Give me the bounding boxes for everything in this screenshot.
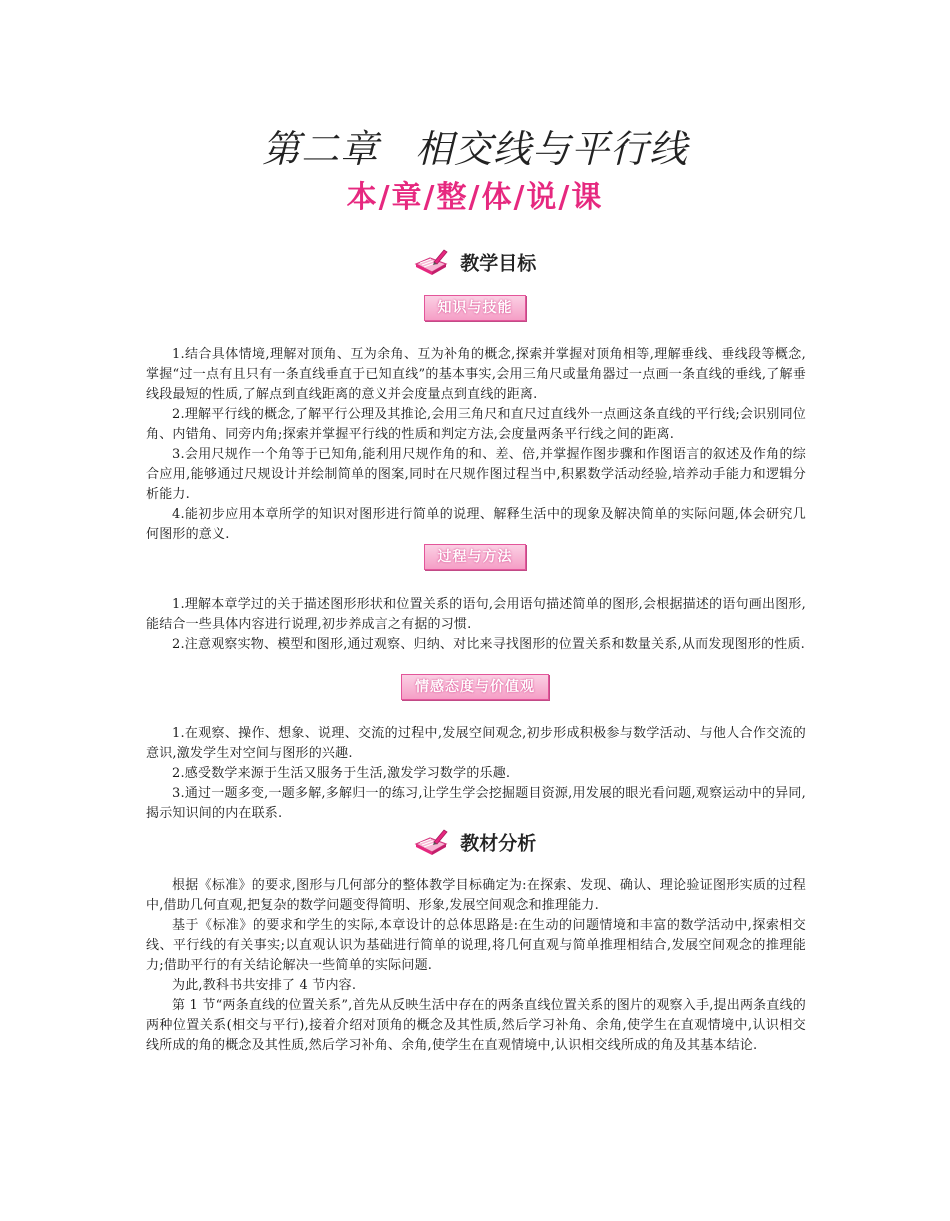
paragraph: 为此,教科书共安排了 4 节内容. — [172, 978, 357, 993]
paragraph: 1.结合具体情境,理解对顶角、互为余角、互为补角的概念,探索并掌握对顶角相等,理解垂线、垂线段等概念,掌握“过一点有且只有一条直线垂直于已知直线”的基本事实,会用三角尺或量角器过一点画一条直线的垂线,了解垂线段最短的性质,了解点到直线距离的意义并会度量点到直线的距离. — [146, 347, 806, 402]
teaching-goals-heading — [0, 248, 950, 276]
chapter-name: 相交线与平行线 — [415, 127, 689, 171]
paragraph: 根据《标准》的要求,图形与几何部分的整体教学目标确定为:在探索、发现、确认、理论验证图形实质的过程中,借助几何直观,把复杂的数学问题变得简明、形象,发展空间观念和推理能力. — [146, 878, 806, 913]
subsection-label-attitude-values: 情感态度与价值观 — [401, 674, 549, 700]
process-methods-paragraphs — [146, 595, 806, 655]
paragraph: 1.在观察、操作、想象、说理、交流的过程中,发展空间观念,初步形成积极参与数学活动、与他人合作交流的意识,激发学生对空间与图形的兴趣. — [146, 726, 806, 761]
material-analysis-heading — [0, 828, 950, 856]
book-pen-icon — [414, 248, 448, 276]
paragraph: 第 1 节“两条直线的位置关系”,首先从反映生活中存在的两条直线位置关系的图片的观察入手,提出两条直线的两种位置关系(相交与平行),接着介绍对顶角的概念及其性质,然后学习补角、余角,使学生在直观情境中,认识相交线所成的角的概念及其性质,然后学习补角、余角,使学生在直观情境中,认识相交线所成的角及其基本结论. — [146, 998, 806, 1053]
material-analysis-title: 教材分析 — [460, 832, 537, 855]
chapter-title — [0, 118, 950, 173]
teaching-goals-title: 教学目标 — [460, 252, 537, 275]
paragraph: 2.注意观察实物、模型和图形,通过观察、归纳、对比来寻找图形的位置关系和数量关系,从而发现图形的性质. — [172, 637, 806, 652]
knowledge-skills-paragraphs — [146, 345, 806, 545]
paragraph: 基于《标准》的要求和学生的实际,本章设计的总体思路是:在生动的问题情境和丰富的数学活动中,探索相交线、平行线的有关事实;以直观认识为基础进行简单的说理,将几何直观与简单推理相结合,发展空间观念的推理能力;借助平行的有关结论解决一些简单的实际问题. — [146, 918, 806, 973]
paragraph: 3.通过一题多变,一题多解,多解归一的练习,让学生学会挖掘题目资源,用发展的眼光看问题,观察运动中的异同,揭示知识间的内在联系. — [146, 786, 806, 821]
paragraph: 2.感受数学来源于生活又服务于生活,激发学习数学的乐趣. — [172, 766, 511, 781]
subsection-label-process-methods: 过程与方法 — [424, 544, 526, 570]
book-pen-icon — [414, 828, 448, 856]
paragraph: 4.能初步应用本章所学的知识对图形进行简单的说理、解释生活中的现象及解决简单的实际问题,体会研究几何图形的意义. — [146, 507, 806, 542]
subsection-label-knowledge-skills: 知识与技能 — [424, 295, 526, 321]
section-banner: 本/章/整/体/说/课 — [346, 180, 604, 215]
paragraph: 2.理解平行线的概念,了解平行公理及其推论,会用三角尺和直尺过直线外一点画这条直线的平行线;会识别同位角、内错角、同旁内角;探索并掌握平行线的性质和判定方法,会度量两条平行线之间的距离. — [146, 407, 806, 442]
material-analysis-paragraphs — [146, 876, 806, 1056]
paragraph: 3.会用尺规作一个角等于已知角,能利用尺规作角的和、差、倍,并掌握作图步骤和作图语言的叙述及作角的综合应用,能够通过尺规设计并绘制简单的图案,同时在尺规作图过程当中,积累数学活动经验,培养动手能力和逻辑分析能力. — [146, 447, 806, 502]
attitude-values-paragraphs — [146, 724, 806, 824]
paragraph: 1.理解本章学过的关于描述图形形状和位置关系的语句,会用语句描述简单的图形,会根据描述的语句画出图形,能结合一些具体内容进行说理,初步养成言之有据的习惯. — [146, 597, 806, 632]
chapter-number: 第二章 — [261, 127, 379, 171]
